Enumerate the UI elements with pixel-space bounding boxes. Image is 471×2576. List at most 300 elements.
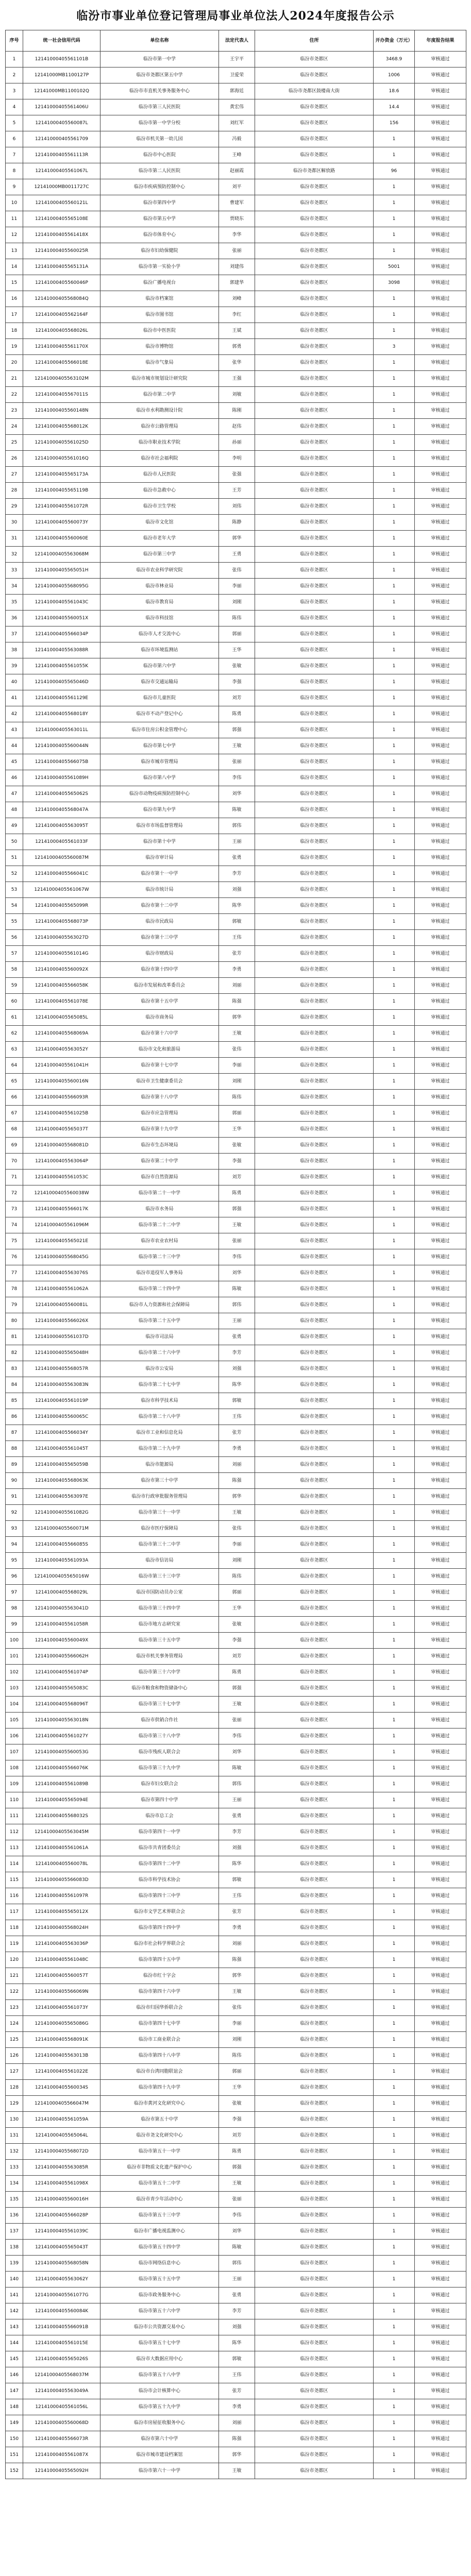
- cell-index: 3: [6, 83, 23, 99]
- cell-funds: 1: [374, 1697, 415, 1713]
- cell-address: 临汾市尧都区: [255, 706, 374, 722]
- cell-index: 97: [6, 1585, 23, 1601]
- cell-unit-name: 临汾市第四中学: [100, 195, 219, 211]
- cell-legal-rep: 王敏: [219, 1026, 255, 1042]
- cell-credit-code: 12141000405565016W: [23, 1569, 100, 1585]
- cell-legal-rep: 刘华: [219, 1744, 255, 1760]
- table-row: [6, 1249, 466, 1265]
- cell-result: 审核通过: [415, 898, 466, 914]
- cell-credit-code: 12141000405561067L: [23, 163, 100, 179]
- cell-address: 临汾市尧都区: [255, 1329, 374, 1345]
- cell-credit-code: 12141000405566017K: [23, 1201, 100, 1217]
- cell-unit-name: 临汾市第三中学: [100, 547, 219, 563]
- cell-index: 78: [6, 1281, 23, 1297]
- cell-address: 临汾市尧都区: [255, 1217, 374, 1233]
- cell-address: 临汾市尧都区: [255, 1681, 374, 1697]
- cell-result: 审核通过: [415, 1393, 466, 1409]
- cell-legal-rep: 李强: [219, 1154, 255, 1170]
- cell-index: 29: [6, 499, 23, 515]
- cell-address: 临汾市尧都区: [255, 1808, 374, 1824]
- cell-index: 134: [6, 2176, 23, 2192]
- cell-credit-code: 12141000405561027Y: [23, 1728, 100, 1744]
- cell-legal-rep: 李伟: [219, 1728, 255, 1744]
- cell-index: 100: [6, 1633, 23, 1649]
- cell-credit-code: 12141000405560060E: [23, 531, 100, 547]
- cell-address: 临汾市尧都区: [255, 259, 374, 275]
- cell-funds: 1: [374, 611, 415, 626]
- table-header: [6, 30, 466, 52]
- cell-legal-rep: 陈伟: [219, 1090, 255, 1106]
- cell-unit-name: 临汾市科学技术协会: [100, 1872, 219, 1888]
- cell-unit-name: 临汾市第五十中学: [100, 2112, 219, 2128]
- cell-index: 23: [6, 403, 23, 419]
- cell-unit-name: 临汾市大数据应用中心: [100, 2351, 219, 2367]
- cell-index: 41: [6, 690, 23, 706]
- cell-unit-name: 临汾市第一中学分校: [100, 115, 219, 131]
- cell-address: 临汾市尧都区: [255, 2287, 374, 2303]
- cell-legal-rep: 郭敏: [219, 2351, 255, 2367]
- table-body: [6, 52, 466, 2479]
- cell-result: 审核通过: [415, 738, 466, 754]
- table-row: [6, 1074, 466, 1090]
- cell-legal-rep: 郭海廷: [219, 83, 255, 99]
- table-row: [6, 531, 466, 547]
- cell-address: 临汾市尧都区: [255, 1074, 374, 1090]
- table-row: [6, 1281, 466, 1297]
- cell-legal-rep: 刘强: [219, 882, 255, 898]
- cell-funds: 1: [374, 722, 415, 738]
- cell-address: 临汾市尧都区: [255, 690, 374, 706]
- cell-address: 临汾市尧都区: [255, 1313, 374, 1329]
- cell-credit-code: 12141000405566026X: [23, 1313, 100, 1329]
- cell-credit-code: 12141000405561039C: [23, 2224, 100, 2240]
- cell-index: 116: [6, 1888, 23, 1904]
- cell-unit-name: 临汾市生态环境局: [100, 1138, 219, 1154]
- cell-index: 122: [6, 1984, 23, 2000]
- cell-unit-name: 临汾市第八中学: [100, 770, 219, 786]
- cell-unit-name: 临汾市文化和旅游局: [100, 1042, 219, 1058]
- table-row: [6, 1026, 466, 1042]
- cell-unit-name: 临汾市第四十中学: [100, 1792, 219, 1808]
- cell-result: 审核通过: [415, 1170, 466, 1185]
- cell-credit-code: 12141000405560087L: [23, 115, 100, 131]
- cell-index: 126: [6, 2048, 23, 2064]
- cell-result: 审核通过: [415, 227, 466, 243]
- cell-result: 审核通过: [415, 1201, 466, 1217]
- cell-address: 临汾市尧都区: [255, 1122, 374, 1138]
- cell-index: 45: [6, 754, 23, 770]
- cell-index: 130: [6, 2112, 23, 2128]
- cell-funds: 3098: [374, 275, 415, 291]
- cell-credit-code: 12141000405565094E: [23, 1792, 100, 1808]
- table-row: [6, 834, 466, 850]
- cell-credit-code: 12141000405561073Y: [23, 2000, 100, 2016]
- cell-index: 124: [6, 2016, 23, 2032]
- cell-legal-rep: 郭强: [219, 2160, 255, 2176]
- cell-legal-rep: 张芳: [219, 2383, 255, 2399]
- cell-address: 临汾市尧都区: [255, 1744, 374, 1760]
- cell-address: 临汾市尧都区: [255, 2016, 374, 2032]
- cell-result: 审核通过: [415, 2383, 466, 2399]
- cell-result: 审核通过: [415, 1457, 466, 1473]
- cell-unit-name: 临汾市第二人民医院: [100, 163, 219, 179]
- cell-unit-name: 临汾市第三十一中学: [100, 1505, 219, 1521]
- cell-credit-code: 12141000405561019P: [23, 1393, 100, 1409]
- cell-index: 83: [6, 1361, 23, 1377]
- cell-result: 审核通过: [415, 1521, 466, 1537]
- cell-funds: 1: [374, 1952, 415, 1968]
- cell-unit-name: 临汾市档案馆: [100, 291, 219, 307]
- cell-legal-rep: 郭敏: [219, 914, 255, 930]
- cell-unit-name: 临汾市中心医院: [100, 147, 219, 163]
- cell-unit-name: 临汾市第五十五中学: [100, 2272, 219, 2287]
- table-row: [6, 611, 466, 626]
- cell-legal-rep: 王敏: [219, 1217, 255, 1233]
- table-row: [6, 1952, 466, 1968]
- cell-index: 14: [6, 259, 23, 275]
- cell-legal-rep: 刘芳: [219, 1170, 255, 1185]
- cell-legal-rep: 李强: [219, 674, 255, 690]
- cell-index: 91: [6, 1489, 23, 1505]
- cell-index: 24: [6, 419, 23, 435]
- table-row: [6, 2208, 466, 2224]
- cell-result: 审核通过: [415, 419, 466, 435]
- cell-unit-name: 临汾市残疾人联合会: [100, 1744, 219, 1760]
- table-row: [6, 1233, 466, 1249]
- cell-address: 临汾市尧都区: [255, 658, 374, 674]
- cell-legal-rep: 陈强: [219, 1473, 255, 1489]
- cell-funds: 1: [374, 2000, 415, 2016]
- cell-unit-name: 临汾市住房公积金管理中心: [100, 722, 219, 738]
- cell-funds: 1: [374, 579, 415, 595]
- cell-legal-rep: 张敏: [219, 2096, 255, 2112]
- table-row: [6, 1217, 466, 1233]
- cell-address: 临汾市尧都区: [255, 962, 374, 978]
- table-row: [6, 227, 466, 243]
- cell-funds: 1: [374, 786, 415, 802]
- cell-unit-name: 临汾市博物馆: [100, 339, 219, 355]
- table-row: [6, 930, 466, 946]
- table-row: [6, 259, 466, 275]
- cell-result: 审核通过: [415, 2415, 466, 2431]
- cell-address: 临汾市尧都区: [255, 2064, 374, 2080]
- cell-legal-rep: 陈伟: [219, 1569, 255, 1585]
- cell-credit-code: 12141000405560038W: [23, 1185, 100, 1201]
- cell-unit-name: 临汾市农业科学研究院: [100, 563, 219, 579]
- cell-credit-code: 12141000405566091B: [23, 2319, 100, 2335]
- cell-address: 临汾市尧都区: [255, 2240, 374, 2256]
- cell-result: 审核通过: [415, 1665, 466, 1681]
- cell-funds: 1: [374, 690, 415, 706]
- cell-credit-code: 12141000405563018N: [23, 1713, 100, 1728]
- table-row: [6, 2335, 466, 2351]
- cell-legal-rep: 刘刚: [219, 2032, 255, 2048]
- cell-legal-rep: 陈勇: [219, 1665, 255, 1681]
- cell-credit-code: 12141000405561101B: [23, 52, 100, 67]
- table-row: [6, 2240, 466, 2256]
- cell-index: 35: [6, 595, 23, 611]
- cell-index: 25: [6, 435, 23, 451]
- cell-legal-rep: 李芳: [219, 2303, 255, 2319]
- cell-credit-code: 12141000405563049A: [23, 2383, 100, 2399]
- cell-result: 审核通过: [415, 579, 466, 595]
- cell-credit-code: 12141000405565021E: [23, 1233, 100, 1249]
- cell-index: 49: [6, 818, 23, 834]
- cell-result: 审核通过: [415, 882, 466, 898]
- cell-legal-rep: 张敏: [219, 1138, 255, 1154]
- cell-address: 临汾市尧都区: [255, 1090, 374, 1106]
- cell-index: 113: [6, 1840, 23, 1856]
- cell-address: 临汾市尧都区: [255, 994, 374, 1010]
- cell-legal-rep: 张敏: [219, 658, 255, 674]
- cell-result: 审核通过: [415, 323, 466, 339]
- cell-index: 15: [6, 275, 23, 291]
- cell-address: 临汾市尧都区: [255, 2335, 374, 2351]
- cell-address: 临汾市尧都区: [255, 1489, 374, 1505]
- cell-address: 临汾市尧都区: [255, 2224, 374, 2240]
- cell-address: 临汾市尧都区: [255, 1042, 374, 1058]
- cell-index: 38: [6, 642, 23, 658]
- cell-index: 32: [6, 547, 23, 563]
- cell-result: 审核通过: [415, 211, 466, 227]
- table-row: [6, 1329, 466, 1345]
- cell-index: 36: [6, 611, 23, 626]
- cell-index: 26: [6, 451, 23, 467]
- cell-unit-name: 临汾市第六十一中学: [100, 2463, 219, 2479]
- cell-address: 临汾市尧都区: [255, 227, 374, 243]
- cell-legal-rep: 李丽: [219, 579, 255, 595]
- cell-unit-name: 临汾市第五中学: [100, 211, 219, 227]
- col-credit-code: 统一社会信用代码: [23, 30, 100, 52]
- cell-address: 临汾市尧都区: [255, 1233, 374, 1249]
- cell-unit-name: 临汾市国防动员办公室: [100, 1585, 219, 1601]
- cell-address: 临汾市尧都区: [255, 2048, 374, 2064]
- table-row: [6, 1090, 466, 1106]
- cell-legal-rep: 刘刚: [219, 595, 255, 611]
- table-row: [6, 898, 466, 914]
- cell-legal-rep: 李丽: [219, 1058, 255, 1074]
- cell-legal-rep: 陈华: [219, 898, 255, 914]
- cell-result: 审核通过: [415, 611, 466, 626]
- cell-funds: 1: [374, 1457, 415, 1473]
- cell-index: 128: [6, 2080, 23, 2096]
- table-row: [6, 946, 466, 962]
- cell-funds: 1: [374, 1776, 415, 1792]
- cell-funds: 1: [374, 1489, 415, 1505]
- cell-legal-rep: 王强: [219, 371, 255, 387]
- cell-legal-rep: 王丽: [219, 2272, 255, 2287]
- cell-address: 临汾市尧都区: [255, 866, 374, 882]
- cell-unit-name: 临汾市退役军人事务局: [100, 1265, 219, 1281]
- table-row: [6, 1872, 466, 1888]
- table-row: [6, 1824, 466, 1840]
- cell-index: 133: [6, 2160, 23, 2176]
- cell-result: 审核通过: [415, 850, 466, 866]
- table-row: [6, 99, 466, 115]
- cell-result: 审核通过: [415, 1265, 466, 1281]
- cell-result: 审核通过: [415, 1968, 466, 1984]
- col-result: 年度报告结果: [415, 30, 466, 52]
- cell-funds: 1: [374, 1728, 415, 1744]
- cell-credit-code: 12141000405561058R: [23, 1617, 100, 1633]
- cell-address: 临汾市尧都区: [255, 1649, 374, 1665]
- cell-unit-name: 临汾市工业和信息化局: [100, 1425, 219, 1441]
- table-row: [6, 83, 466, 99]
- cell-legal-rep: 郭伟: [219, 1297, 255, 1313]
- cell-credit-code: 12141000405563102M: [23, 371, 100, 387]
- cell-index: 69: [6, 1138, 23, 1154]
- cell-index: 111: [6, 1808, 23, 1824]
- cell-legal-rep: 刘芳: [219, 2128, 255, 2144]
- table-row: [6, 387, 466, 403]
- table-row: [6, 1409, 466, 1425]
- cell-legal-rep: 李芳: [219, 1824, 255, 1840]
- cell-unit-name: 临汾市广播电视监测中心: [100, 2224, 219, 2240]
- cell-credit-code: 12141000405565119B: [23, 483, 100, 499]
- cell-address: 临汾市尧都区: [255, 323, 374, 339]
- table-row: [6, 882, 466, 898]
- cell-address: 临汾市尧都区: [255, 914, 374, 930]
- cell-unit-name: 临汾市公安局: [100, 1361, 219, 1377]
- col-unit-name: 单位名称: [100, 30, 219, 52]
- cell-credit-code: 12141000405560084K: [23, 2303, 100, 2319]
- cell-credit-code: 12141000405567011S: [23, 387, 100, 403]
- table-row: [6, 1776, 466, 1792]
- cell-result: 审核通过: [415, 2367, 466, 2383]
- cell-index: 46: [6, 770, 23, 786]
- cell-legal-rep: 张华: [219, 355, 255, 371]
- cell-unit-name: 临汾市水务局: [100, 1201, 219, 1217]
- cell-credit-code: 12141000405565086G: [23, 2016, 100, 2032]
- cell-unit-name: 临汾市民政局: [100, 914, 219, 930]
- cell-index: 87: [6, 1425, 23, 1441]
- table-row: [6, 195, 466, 211]
- cell-funds: 1: [374, 451, 415, 467]
- cell-funds: 1: [374, 531, 415, 547]
- cell-unit-name: 临汾市卫生学校: [100, 499, 219, 515]
- cell-index: 103: [6, 1681, 23, 1697]
- cell-credit-code: 12141000405568057R: [23, 1361, 100, 1377]
- cell-result: 审核通过: [415, 1697, 466, 1713]
- cell-unit-name: 临汾市第二十七中学: [100, 1377, 219, 1393]
- cell-legal-rep: 郭丽: [219, 1585, 255, 1601]
- cell-unit-name: 临汾市第四十九中学: [100, 2080, 219, 2096]
- cell-address: 临汾市尧都区: [255, 1569, 374, 1585]
- cell-result: 审核通过: [415, 1345, 466, 1361]
- cell-credit-code: 12141000405561016Q: [23, 451, 100, 467]
- cell-legal-rep: 孙丽: [219, 435, 255, 451]
- cell-legal-rep: 赵伟: [219, 419, 255, 435]
- cell-address: 临汾市尧都区: [255, 195, 374, 211]
- cell-unit-name: 临汾市第七中学: [100, 738, 219, 754]
- cell-funds: 1: [374, 243, 415, 259]
- cell-unit-name: 临汾广播电视台: [100, 275, 219, 291]
- cell-credit-code: 12141000405565083C: [23, 1681, 100, 1697]
- cell-address: 临汾市尧都区: [255, 1265, 374, 1281]
- cell-address: 临汾市尧都区: [255, 419, 374, 435]
- cell-unit-name: 临汾市商务局: [100, 1010, 219, 1026]
- cell-funds: 1: [374, 1185, 415, 1201]
- cell-result: 审核通过: [415, 2160, 466, 2176]
- cell-credit-code: 12141000405565062S: [23, 786, 100, 802]
- cell-funds: 1: [374, 1329, 415, 1345]
- cell-credit-code: 12141000405565173A: [23, 467, 100, 483]
- cell-funds: 1006: [374, 67, 415, 83]
- table-row: [6, 499, 466, 515]
- cell-result: 审核通过: [415, 2144, 466, 2160]
- cell-index: 9: [6, 179, 23, 195]
- cell-index: 12: [6, 227, 23, 243]
- cell-funds: 1: [374, 1521, 415, 1537]
- cell-credit-code: 12141000405568096T: [23, 1697, 100, 1713]
- cell-address: 临汾市尧都区: [255, 2447, 374, 2463]
- table-row: [6, 2176, 466, 2192]
- cell-index: 80: [6, 1313, 23, 1329]
- table-row: [6, 1601, 466, 1617]
- cell-unit-name: 临汾市审计局: [100, 850, 219, 866]
- cell-credit-code: 12141000405561053C: [23, 1170, 100, 1185]
- cell-index: 90: [6, 1473, 23, 1489]
- cell-legal-rep: 王敏: [219, 738, 255, 754]
- cell-unit-name: 临汾市自然资源局: [100, 1170, 219, 1185]
- table-row: [6, 1808, 466, 1824]
- table-row: [6, 1010, 466, 1026]
- cell-legal-rep: 王丽: [219, 834, 255, 850]
- cell-address: 临汾市尧都区: [255, 802, 374, 818]
- cell-credit-code: 12141000405561041H: [23, 1058, 100, 1074]
- cell-legal-rep: 冯毅: [219, 131, 255, 147]
- cell-funds: 1: [374, 1106, 415, 1122]
- table-row: [6, 786, 466, 802]
- table-row: [6, 419, 466, 435]
- cell-funds: 1: [374, 1377, 415, 1393]
- table-row: [6, 563, 466, 579]
- cell-funds: 1: [374, 483, 415, 499]
- cell-credit-code: 12141000405563045M: [23, 1824, 100, 1840]
- cell-funds: 1: [374, 818, 415, 834]
- cell-address: 临汾市尧都区: [255, 2303, 374, 2319]
- table-row: [6, 595, 466, 611]
- cell-legal-rep: 王峰: [219, 147, 255, 163]
- cell-credit-code: 12141000405563076S: [23, 1265, 100, 1281]
- cell-unit-name: 临汾市能源局: [100, 1457, 219, 1473]
- cell-result: 审核通过: [415, 1649, 466, 1665]
- cell-address: 临汾市尧都区: [255, 1425, 374, 1441]
- cell-unit-name: 临汾市城市管理局: [100, 754, 219, 770]
- cell-index: 74: [6, 1217, 23, 1233]
- table-row: [6, 706, 466, 722]
- cell-legal-rep: 刘建伟: [219, 259, 255, 275]
- cell-credit-code: 12141000405568072D: [23, 2144, 100, 2160]
- cell-address: 临汾市尧都区: [255, 2192, 374, 2208]
- cell-unit-name: 临汾市第三十四中学: [100, 1601, 219, 1617]
- cell-address: 临汾市尧都区: [255, 515, 374, 531]
- cell-credit-code: 12141000MB1100102Q: [23, 83, 100, 99]
- cell-legal-rep: 张丽: [219, 754, 255, 770]
- cell-result: 审核通过: [415, 2447, 466, 2463]
- cell-credit-code: 12141000405561048C: [23, 1952, 100, 1968]
- cell-credit-code: 12141000405560049X: [23, 1633, 100, 1649]
- table-row: [6, 515, 466, 531]
- cell-legal-rep: 李丽: [219, 1537, 255, 1553]
- table-row: [6, 1489, 466, 1505]
- table-row: [6, 52, 466, 67]
- cell-funds: 1: [374, 1888, 415, 1904]
- cell-address: 临汾市尧都区: [255, 1601, 374, 1617]
- cell-address: 临汾市尧都区: [255, 467, 374, 483]
- cell-result: 审核通过: [415, 83, 466, 99]
- cell-credit-code: 12141000405568081D: [23, 1138, 100, 1154]
